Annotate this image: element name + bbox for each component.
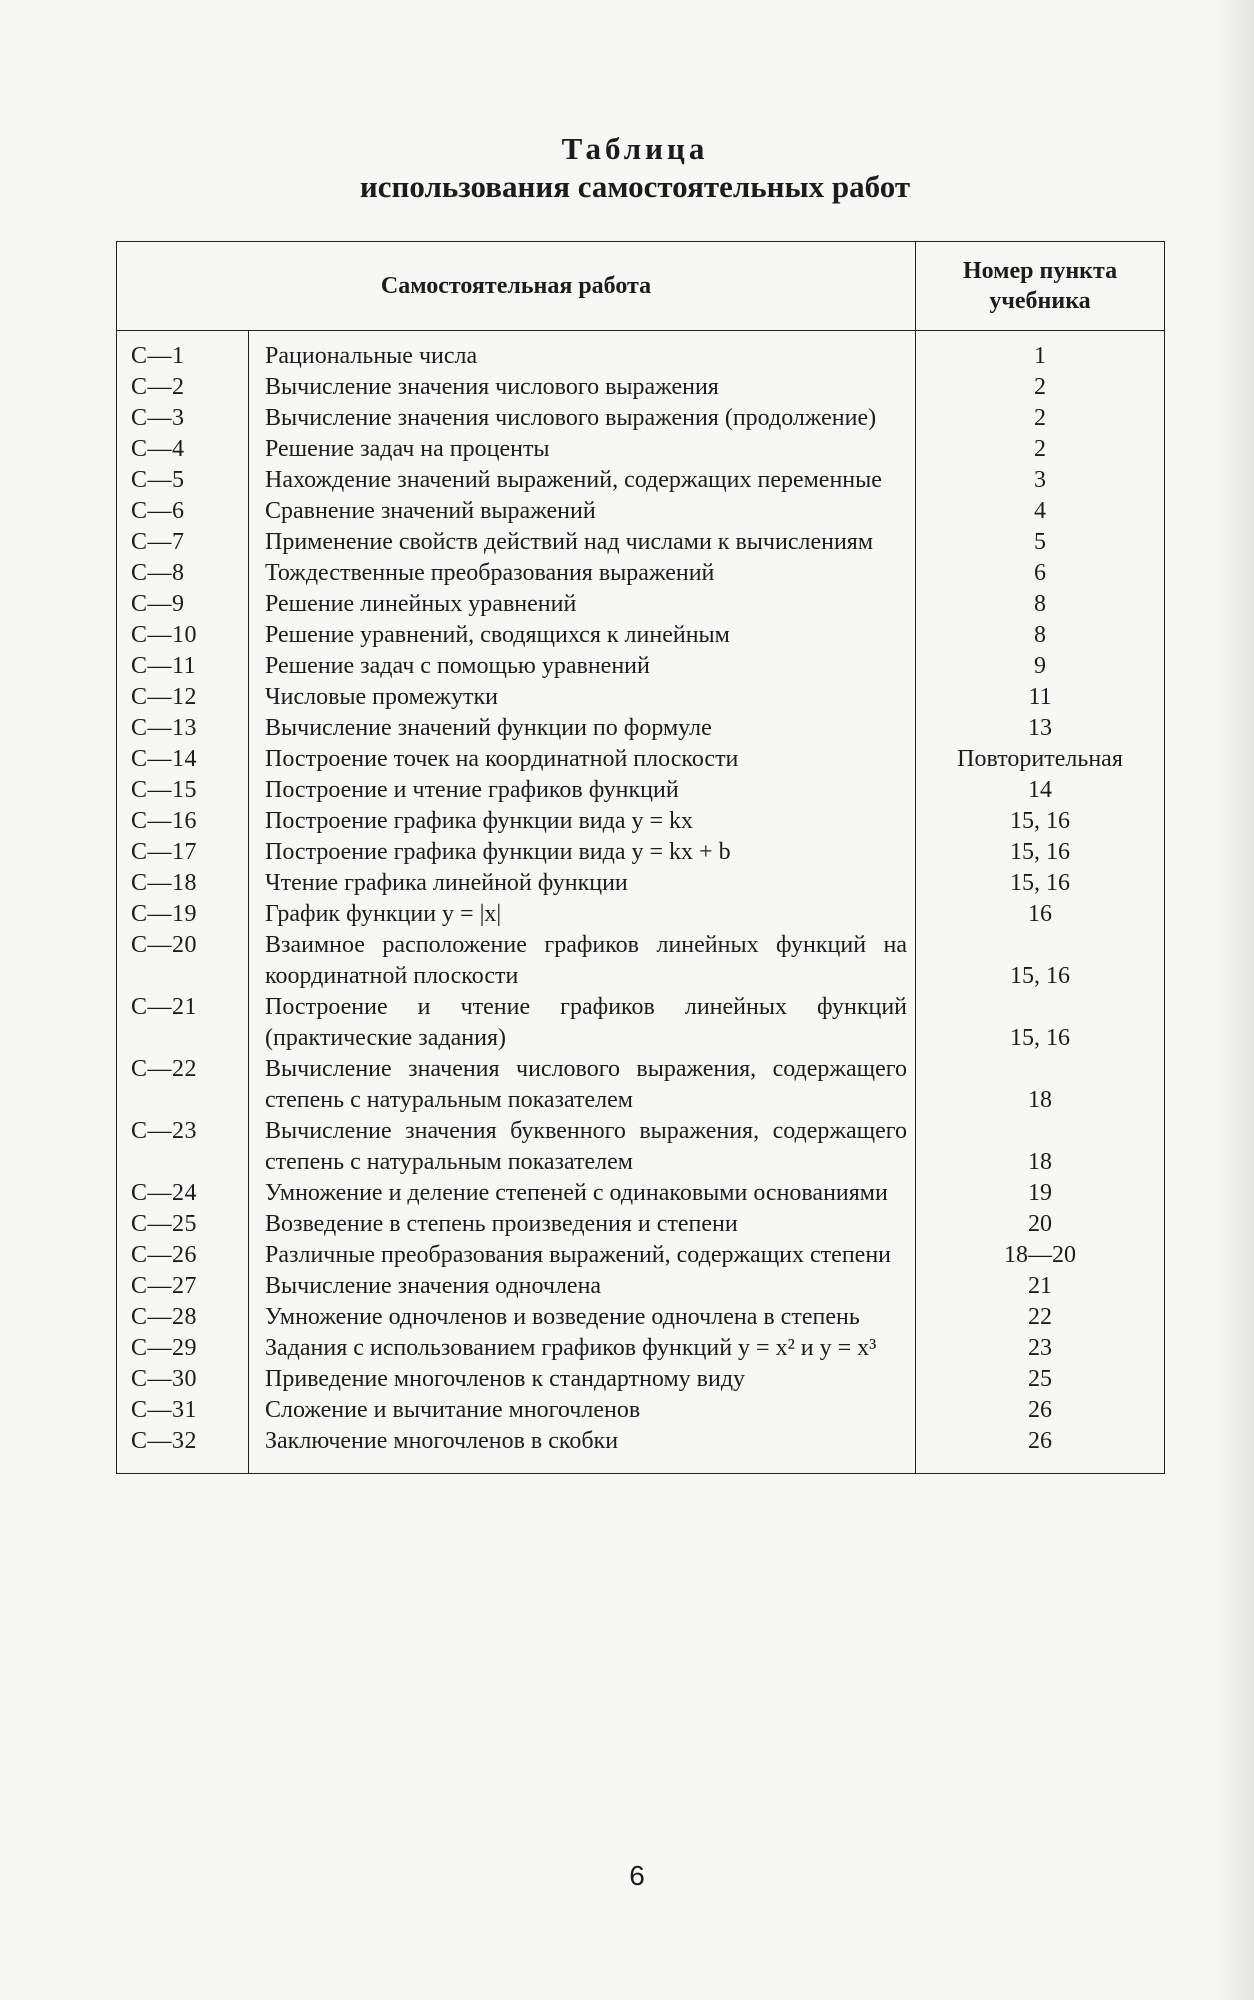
work-code: С—25 [117,1209,249,1240]
table-row [117,744,1165,775]
work-code: С—21 [117,992,249,1054]
work-title: Решение уравнений, сводящихся к линейным [249,620,916,651]
table-row [117,992,1165,1054]
work-code: С—10 [117,620,249,651]
work-title: Возведение в степень произведения и степени [249,1209,916,1240]
textbook-item-number: 14 [916,775,1165,806]
work-code: С—11 [117,651,249,682]
textbook-item-number: 26 [916,1426,1165,1474]
work-title: Вычисление значения числового выражения, содержащего степень с натуральным показателем [249,1054,916,1116]
table-row [117,775,1165,806]
work-code: С—22 [117,1054,249,1116]
work-title: Различные преобразования выражений, содержащих степени [249,1240,916,1271]
works-table-container [116,241,1164,1474]
table-row [117,837,1165,868]
textbook-item-number: 23 [916,1333,1165,1364]
table-row [117,682,1165,713]
textbook-item-number: 16 [916,899,1165,930]
textbook-item-number: 15, 16 [916,992,1165,1054]
textbook-item-number: 11 [916,682,1165,713]
table-row [117,372,1165,403]
work-title: Рациональные числа [249,331,916,373]
textbook-item-number: 2 [916,434,1165,465]
textbook-item-number: 18—20 [916,1240,1165,1271]
work-title: Вычисление значений функции по формуле [249,713,916,744]
work-title: Тождественные преобразования выражений [249,558,916,589]
work-code: С—16 [117,806,249,837]
work-title: Сравнение значений выражений [249,496,916,527]
textbook-item-number: 6 [916,558,1165,589]
table-row [117,1209,1165,1240]
work-code: С—2 [117,372,249,403]
table-title [0,132,1254,206]
textbook-item-number: 2 [916,372,1165,403]
textbook-item-number: 15, 16 [916,806,1165,837]
work-code: С—3 [117,403,249,434]
work-title: Нахождение значений выражений, содержащих переменные [249,465,916,496]
work-code: С—24 [117,1178,249,1209]
table-body [117,331,1165,1474]
work-title: Задания с использованием графиков функций y = x² и y = x³ [249,1333,916,1364]
textbook-item-number: 8 [916,589,1165,620]
work-title: Чтение графика линейной функции [249,868,916,899]
work-title: Построение точек на координатной плоскости [249,744,916,775]
work-title: Вычисление значения буквенного выражения, содержащего степень с натуральным показателем [249,1116,916,1178]
works-table [116,241,1165,1474]
work-code: С—30 [117,1364,249,1395]
textbook-item-number: 3 [916,465,1165,496]
textbook-item-number: 13 [916,713,1165,744]
work-title: Построение графика функции вида y = kx + b [249,837,916,868]
table-row [117,899,1165,930]
table-row [117,1240,1165,1271]
table-row [117,1054,1165,1116]
work-code: С—32 [117,1426,249,1474]
table-row [117,1178,1165,1209]
work-code: С—14 [117,744,249,775]
work-title: Сложение и вычитание многочленов [249,1395,916,1426]
textbook-item-number: 1 [916,331,1165,373]
work-code: С—23 [117,1116,249,1178]
textbook-item-number: 5 [916,527,1165,558]
textbook-item-number: 18 [916,1116,1165,1178]
textbook-item-number: 21 [916,1271,1165,1302]
work-code: С—31 [117,1395,249,1426]
table-row [117,331,1165,373]
work-title: Вычисление значения числового выражения [249,372,916,403]
header-work: Самостоятельная работа [117,242,916,331]
textbook-item-number: 15, 16 [916,837,1165,868]
table-row [117,1333,1165,1364]
work-code: С—17 [117,837,249,868]
table-row [117,651,1165,682]
table-row [117,1426,1165,1474]
work-title: Применение свойств действий над числами к вычислениям [249,527,916,558]
table-row [117,403,1165,434]
work-code: С—26 [117,1240,249,1271]
table-row [117,527,1165,558]
work-code: С—18 [117,868,249,899]
work-title: Числовые промежутки [249,682,916,713]
table-row [117,713,1165,744]
work-code: С—1 [117,331,249,373]
work-code: С—27 [117,1271,249,1302]
work-code: С—28 [117,1302,249,1333]
title-line-1: Таблица [561,131,709,166]
textbook-item-number: 26 [916,1395,1165,1426]
table-row [117,930,1165,992]
work-code: С—29 [117,1333,249,1364]
table-row [117,806,1165,837]
work-title: Решение задач на проценты [249,434,916,465]
table-row [117,589,1165,620]
work-code: С—5 [117,465,249,496]
textbook-item-number: 15, 16 [916,930,1165,992]
work-code: С—6 [117,496,249,527]
work-code: С—7 [117,527,249,558]
table-row [117,465,1165,496]
table-row [117,558,1165,589]
work-title: График функции y = |x| [249,899,916,930]
work-title: Построение и чтение графиков функций [249,775,916,806]
textbook-item-number: 9 [916,651,1165,682]
table-header-row [117,242,1165,331]
work-title: Решение задач с помощью уравнений [249,651,916,682]
header-item-number: Номер пункта учебника [916,242,1165,331]
work-title: Решение линейных уравнений [249,589,916,620]
title-line-2: использования самостоятельных работ [359,169,911,204]
work-title: Вычисление значения одночлена [249,1271,916,1302]
work-code: С—12 [117,682,249,713]
work-title: Построение и чтение графиков линейных функций (практические задания) [249,992,916,1054]
textbook-item-number: 4 [916,496,1165,527]
table-row [117,1395,1165,1426]
textbook-item-number: 15, 16 [916,868,1165,899]
work-title: Умножение и деление степеней с одинаковыми основаниями [249,1178,916,1209]
textbook-item-number: 18 [916,1054,1165,1116]
work-title: Умножение одночленов и возведение одночлена в степень [249,1302,916,1333]
work-code: С—13 [117,713,249,744]
table-row [117,1271,1165,1302]
table-row [117,1364,1165,1395]
work-code: С—15 [117,775,249,806]
textbook-item-number: 19 [916,1178,1165,1209]
textbook-item-number: 25 [916,1364,1165,1395]
work-code: С—20 [117,930,249,992]
table-row [117,434,1165,465]
table-row [117,1302,1165,1333]
textbook-item-number: 22 [916,1302,1165,1333]
page-edge-shadow [1214,0,1254,2000]
work-code: С—19 [117,899,249,930]
page-number: 6 [629,1860,645,1891]
textbook-item-number: 20 [916,1209,1165,1240]
work-code: С—8 [117,558,249,589]
textbook-item-number: 2 [916,403,1165,434]
textbook-item-number: 8 [916,620,1165,651]
table-row [117,868,1165,899]
table-row [117,620,1165,651]
work-title: Построение графика функции вида y = kx [249,806,916,837]
work-title: Вычисление значения числового выражения (продолжение) [249,403,916,434]
table-row [117,1116,1165,1178]
work-title: Приведение многочленов к стандартному виду [249,1364,916,1395]
table-row [117,496,1165,527]
work-code: С—9 [117,589,249,620]
work-title: Заключение многочленов в скобки [249,1426,916,1474]
work-title: Взаимное расположение графиков линейных функций на координатной плоскости [249,930,916,992]
textbook-item-number: Повторительная [916,744,1165,775]
work-code: С—4 [117,434,249,465]
